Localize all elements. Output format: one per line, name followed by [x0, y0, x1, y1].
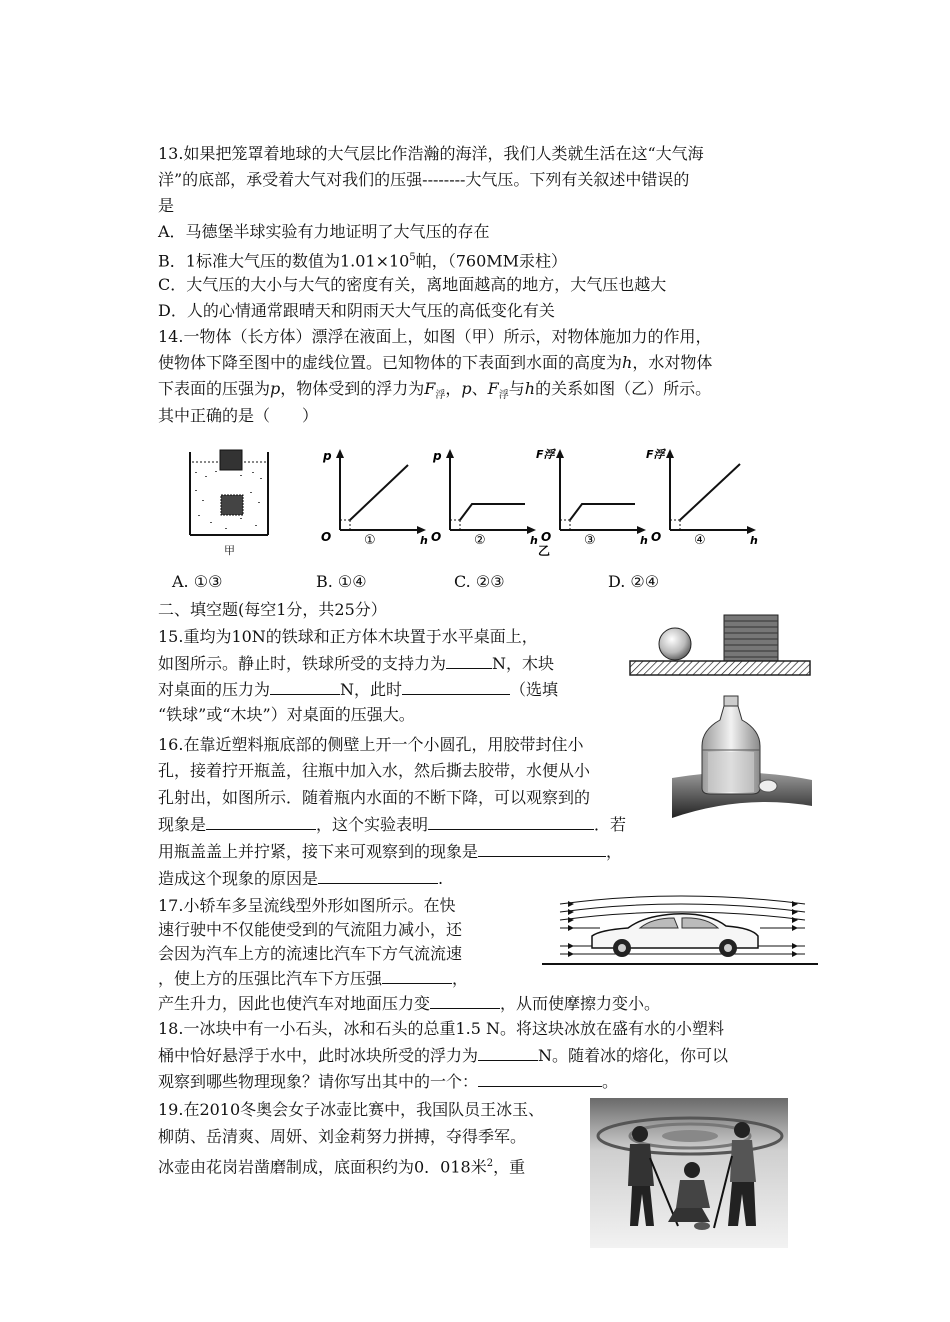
q17-blank-2[interactable]	[430, 990, 500, 1009]
q14-figure	[180, 440, 780, 560]
q14-var-h2: h	[524, 379, 536, 398]
q19-line-3-tail: ，重	[493, 1157, 526, 1177]
q16-line-2: 孔，接着拧开瓶盖，往瓶中加入水，然后撕去胶带，水便从小	[158, 761, 591, 780]
g2-axis-p: p	[433, 449, 442, 463]
q14-var-p: p	[270, 379, 281, 398]
q17-line-5-tail: ，从而使摩擦力变小。	[500, 994, 661, 1013]
q16-line-5-tail: ，	[606, 842, 623, 861]
q16-line-4	[158, 811, 626, 838]
q18-line-3-text: 观察到哪些物理现象？请你写出其中的一个：	[158, 1072, 479, 1091]
g1-label: ①	[364, 533, 376, 548]
q15-blank-3[interactable]	[402, 676, 510, 695]
small-hole-tape	[759, 780, 777, 792]
container-diagram	[190, 450, 268, 557]
q14-text-b: ，物体受到的浮力为	[280, 379, 425, 398]
q16-line-5-text: 用瓶盖盖上并拧紧，接下来可观察到的现象是	[158, 842, 479, 861]
q16-line-4-tail: ．若	[594, 815, 627, 834]
q14-text-d: 、	[471, 379, 488, 398]
g3-axis-h: h	[640, 534, 648, 547]
q15-blank-2[interactable]	[270, 676, 340, 695]
q16-line-5	[158, 838, 622, 865]
q13-option-b-exponent: 5	[409, 252, 416, 263]
q16-line-6-text: 造成这个现象的原因是	[158, 869, 319, 888]
q15-line-2	[158, 650, 554, 677]
q15-line-2-text: 如图所示。静止时，铁球所受的支持力为	[158, 654, 447, 673]
q18-line-2	[158, 1042, 728, 1069]
q16-blank-2[interactable]	[428, 811, 594, 830]
q14-text-c: ，	[445, 379, 462, 398]
q18-blank-1[interactable]	[478, 1042, 538, 1061]
q18-blank-2[interactable]	[478, 1068, 602, 1087]
g3-origin: O	[541, 530, 552, 544]
q19-line-2: 柳荫、岳清爽、周妍、刘金莉努力拼搏，夺得季军。	[158, 1127, 527, 1146]
q17-line-3: 会因为汽车上方的流速比汽车下方气流流速	[158, 944, 463, 963]
q14-line-1: 14.一物体（长方体）漂浮在液面上，如图（甲）所示，对物体施加力的作用，	[158, 327, 712, 346]
q14-choice-b[interactable]: B. ①④	[316, 572, 367, 591]
q15-line-4: “铁球”或“木块”）对桌面的压强大。	[158, 705, 415, 724]
q17-line-5-text: 产生升力，因此也使汽车对地面压力变	[158, 994, 431, 1013]
q13-line-1: 13.如果把笼罩着地球的大气层比作浩瀚的海洋，我们人类就生活在这“大气海	[158, 144, 704, 163]
q17-line-4	[158, 965, 468, 992]
q14-var-F2: F	[487, 379, 499, 398]
q14-text-f: 的关系如图（乙）所示。	[535, 379, 712, 398]
q14-text-a: 下表面的压强为	[158, 379, 271, 398]
q13-option-a: A．马德堡半球实验有力地证明了大气压的存在	[158, 222, 490, 241]
g4-label: ④	[694, 533, 706, 548]
q17-line-1: 17.小轿车多呈流线型外形如图所示。在快	[158, 896, 456, 915]
iron-ball	[659, 628, 691, 660]
q18-line-3-tail: 。	[602, 1072, 619, 1091]
q14-line-2-text: 使物体下降至图中的虚线位置。已知物体的下表面到水面的高度为	[158, 353, 623, 372]
g2-label: ②	[474, 533, 486, 548]
q15-blank-1[interactable]	[446, 650, 492, 669]
graph-4	[646, 448, 758, 548]
q18-line-3	[158, 1068, 618, 1095]
label-jia: 甲	[224, 544, 235, 557]
g2-origin: O	[431, 530, 442, 544]
q16-line-1: 16.在靠近塑料瓶底部的侧壁上开一个小圆孔，用胶带封住小	[158, 735, 584, 754]
car	[592, 914, 758, 957]
q17-blank-1[interactable]	[382, 965, 452, 984]
graph-1	[321, 449, 428, 548]
q17-line-4-text: ，使上方的压强比汽车下方压强	[158, 969, 383, 988]
q18-line-2-tail: N。随着冰的熔化，你可以	[538, 1046, 729, 1065]
q19-line-3-text: 冰壶由花岗岩凿磨制成，底面积约为0．018米	[158, 1157, 487, 1177]
g4-axis-h: h	[750, 534, 758, 547]
q18-line-1: 18.一冰块中有一小石头，冰和石头的总重1.5 N。将这块冰放在盛有水的小塑料	[158, 1019, 724, 1038]
q14-sub-fu: 浮	[435, 390, 446, 402]
q19-line-1: 19.在2010冬奥会女子冰壶比赛中，我国队员王冰玉、	[158, 1100, 545, 1119]
curling-photo	[590, 1098, 788, 1248]
q13-option-d: D．人的心情通常跟晴天和阴雨天大气压的高低变化有关	[158, 301, 555, 320]
q16-line-4-mid: ，这个实验表明	[316, 815, 429, 834]
q19-line-3	[158, 1151, 525, 1180]
q13-option-c: C．大气压的大小与大气的密度有关，离地面越高的地方，大气压也越大	[158, 275, 667, 294]
q16-line-3: 孔射出，如图所示．随着瓶内水面的不断下降，可以观察到的	[158, 788, 591, 807]
q15-line-2-tail: N，木块	[492, 654, 555, 673]
q14-choice-a[interactable]: A. ①③	[172, 572, 223, 591]
graph-2	[431, 449, 538, 548]
q14-var-p2: p	[461, 379, 472, 398]
g3-label: ③	[584, 533, 596, 548]
q14-var-h: h	[622, 353, 633, 372]
q14-var-F: F	[424, 379, 436, 398]
q13-line-2: 洋”的底部，承受着大气对我们的压强--------大气压。下列有关叙述中错误的	[158, 170, 690, 189]
bottle	[702, 696, 760, 794]
g1-origin: O	[321, 530, 332, 544]
q16-figure	[672, 690, 812, 822]
graph-3	[536, 448, 648, 558]
q15-line-3-tail: （选填	[510, 680, 559, 699]
q14-line-2	[158, 350, 712, 376]
g1-axis-h: h	[420, 534, 428, 547]
q15-line-3-text: 对桌面的压力为	[158, 680, 271, 699]
q13-line-3: 是	[158, 196, 175, 215]
q17-figure	[540, 890, 820, 968]
table-surface	[630, 661, 810, 675]
q16-line-4-text: 现象是	[158, 815, 207, 834]
q16-blank-4[interactable]	[318, 865, 438, 884]
wood-block	[724, 615, 778, 661]
q17-line-5	[158, 990, 660, 1017]
q14-choice-c[interactable]: C. ②③	[454, 572, 505, 591]
q16-line-6-tail: .	[438, 869, 444, 888]
q19-exponent: 2	[486, 1158, 494, 1169]
q16-blank-1[interactable]	[206, 811, 316, 830]
q16-line-6	[158, 865, 443, 892]
q17-line-4-tail: ，	[452, 969, 469, 988]
g1-axis-p: p	[323, 449, 332, 463]
q17-line-2: 速行驶中不仅能使受到的气流阻力减小，还	[158, 920, 463, 939]
q15-line-3	[158, 676, 558, 703]
q15-line-3-mid: N，此时	[340, 680, 403, 699]
q18-line-2-text: 桶中恰好悬浮于水中，此时冰块所受的浮力为	[158, 1046, 479, 1065]
q14-line-4: 其中正确的是（ ）	[158, 406, 319, 425]
g4-origin: O	[651, 530, 662, 544]
section-2-heading: 二、填空题(每空1分，共25分）	[158, 600, 387, 619]
g4-axis-F: F浮	[646, 448, 665, 461]
q13-option-b	[158, 245, 567, 274]
q16-blank-3[interactable]	[478, 838, 606, 857]
q14-line-2-tail: ，水对物体	[632, 353, 713, 372]
q14-choice-d[interactable]: D. ②④	[608, 572, 660, 591]
g2-axis-h: h	[530, 534, 538, 547]
q13-option-b-text: B．1标准大气压的数值为1.01×10	[158, 251, 410, 271]
g3-axis-F: F浮	[536, 448, 555, 461]
q13-option-b-unit: 帕，（760MM汞柱）	[415, 251, 568, 271]
q14-text-e: 与	[508, 379, 525, 398]
q15-figure	[628, 612, 812, 678]
label-yi: 乙	[538, 544, 551, 558]
q15-line-1: 15.重均为10N的铁球和正方体木块置于水平桌面上，	[158, 627, 538, 646]
q14-sub-fu2: 浮	[498, 390, 509, 402]
